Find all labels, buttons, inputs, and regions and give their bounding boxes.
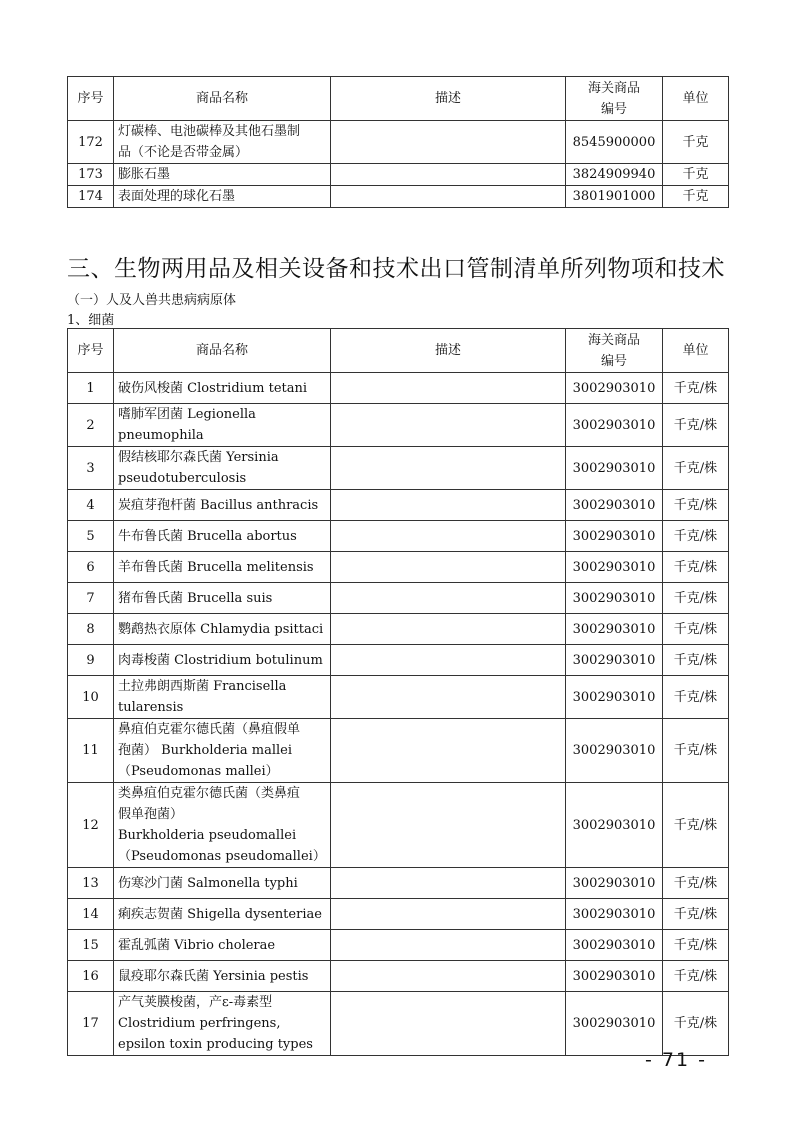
page-number: - 71 - <box>645 1049 707 1071</box>
name-line: Burkholderia pseudomallei <box>118 828 297 843</box>
table-body <box>68 373 729 1056</box>
name-line: 伤寒沙门菌 Salmonella typhi <box>118 875 298 891</box>
name-line: 灯碳棒、电池碳棒及其他石墨制 <box>118 124 301 139</box>
cell-name <box>114 521 331 552</box>
cell-no: 15 <box>68 930 114 961</box>
cell-code: 3002903010 <box>566 899 663 930</box>
cell-code: 3002903010 <box>566 614 663 645</box>
goods-table-bacteria <box>67 328 729 1056</box>
cell-name <box>114 490 331 521</box>
name-line: 肉毒梭菌 Clostridium botulinum <box>118 652 323 668</box>
cell-desc <box>331 719 566 783</box>
cell-code: 3002903010 <box>566 719 663 783</box>
name-line: 羊布鲁氏菌 Brucella melitensis <box>118 559 314 575</box>
cell-name <box>114 783 331 868</box>
cell-no: 6 <box>68 552 114 583</box>
cell-unit: 千克/株 <box>663 645 729 676</box>
cell-desc <box>331 186 566 208</box>
cell-unit: 千克/株 <box>663 583 729 614</box>
cell-desc <box>331 899 566 930</box>
cell-desc <box>331 583 566 614</box>
cell-name <box>114 930 331 961</box>
cell-code: 3002903010 <box>566 490 663 521</box>
table-row <box>68 645 729 676</box>
cell-desc <box>331 121 566 164</box>
cell-name <box>114 164 331 186</box>
cell-no: 2 <box>68 404 114 447</box>
cell-name <box>114 961 331 992</box>
cell-no: 10 <box>68 676 114 719</box>
cell-unit: 千克/株 <box>663 961 729 992</box>
table-row <box>68 583 729 614</box>
name-line: 孢菌） Burkholderia mallei <box>118 743 293 758</box>
cell-name <box>114 676 331 719</box>
header-desc: 描述 <box>331 329 566 373</box>
cell-name <box>114 645 331 676</box>
subsection-title: 1、细菌 <box>67 313 115 328</box>
table-row <box>68 521 729 552</box>
table-row <box>68 676 729 719</box>
table-row <box>68 899 729 930</box>
cell-code: 3002903010 <box>566 373 663 404</box>
cell-unit: 千克/株 <box>663 447 729 490</box>
cell-code: 3002903010 <box>566 404 663 447</box>
cell-unit: 千克/株 <box>663 783 729 868</box>
name-line: 假单孢菌） <box>118 807 184 822</box>
cell-desc <box>331 645 566 676</box>
cell-unit: 千克/株 <box>663 404 729 447</box>
name-line: 土拉弗朗西斯菌 Francisella <box>118 679 287 694</box>
name-line: 表面处理的球化石墨 <box>118 189 236 204</box>
cell-desc <box>331 164 566 186</box>
cell-name <box>114 583 331 614</box>
cell-code: 3002903010 <box>566 447 663 490</box>
cell-unit: 千克 <box>663 186 729 208</box>
cell-no: 13 <box>68 868 114 899</box>
table-row <box>68 164 729 186</box>
header-code: 海关商品 编号 <box>566 77 663 121</box>
cell-code: 8545900000 <box>566 121 663 164</box>
table-header-row <box>68 329 729 373</box>
name-line: Clostridium perfringens, <box>118 1016 281 1031</box>
cell-unit: 千克/株 <box>663 992 729 1056</box>
name-line: 牛布鲁氏菌 Brucella abortus <box>118 528 297 544</box>
name-line: 品（不论是否带金属） <box>118 145 249 160</box>
cell-desc <box>331 373 566 404</box>
table-header-row <box>68 77 729 121</box>
name-line: 霍乱弧菌 Vibrio cholerae <box>118 937 276 953</box>
name-line: 猪布鲁氏菌 Brucella suis <box>118 590 273 606</box>
name-line: 痢疾志贺菌 Shigella dysenteriae <box>118 906 322 922</box>
cell-no: 7 <box>68 583 114 614</box>
cell-desc <box>331 992 566 1056</box>
cell-no: 5 <box>68 521 114 552</box>
cell-no: 9 <box>68 645 114 676</box>
name-line: 鼻疽伯克霍尔德氏菌（鼻疽假单 <box>118 722 301 737</box>
cell-desc <box>331 930 566 961</box>
cell-unit: 千克/株 <box>663 676 729 719</box>
cell-desc <box>331 490 566 521</box>
name-line: 假结核耶尔森氏菌 Yersinia <box>118 450 279 465</box>
cell-no: 1 <box>68 373 114 404</box>
table-row <box>68 930 729 961</box>
cell-code: 3002903010 <box>566 992 663 1056</box>
table-row <box>68 373 729 404</box>
cell-code: 3002903010 <box>566 930 663 961</box>
table-row <box>68 186 729 208</box>
cell-no: 14 <box>68 899 114 930</box>
cell-unit: 千克/株 <box>663 614 729 645</box>
name-line: 类鼻疽伯克霍尔德氏菌（类鼻疽 <box>118 786 301 801</box>
table-body <box>68 121 729 208</box>
header-no: 序号 <box>68 77 114 121</box>
cell-unit: 千克 <box>663 121 729 164</box>
cell-name <box>114 868 331 899</box>
cell-unit: 千克/株 <box>663 719 729 783</box>
cell-code: 3002903010 <box>566 676 663 719</box>
cell-unit: 千克/株 <box>663 521 729 552</box>
section-title: 三、生物两用品及相关设备和技术出口管制清单所列物项和技术 <box>67 256 725 282</box>
cell-desc <box>331 447 566 490</box>
header-code: 海关商品 编号 <box>566 329 663 373</box>
cell-no: 17 <box>68 992 114 1056</box>
cell-name <box>114 373 331 404</box>
table-row <box>68 614 729 645</box>
name-line: 破伤风梭菌 Clostridium tetani <box>118 380 308 396</box>
name-line: 产气荚膜梭菌，产ε-毒素型 <box>118 995 273 1010</box>
cell-name <box>114 719 331 783</box>
cell-desc <box>331 614 566 645</box>
name-line: 嗜肺军团菌 Legionella pneumophila <box>118 407 256 443</box>
name-line: 鹦鹉热衣原体 Chlamydia psittaci <box>118 621 324 637</box>
cell-unit: 千克/株 <box>663 930 729 961</box>
cell-no: 4 <box>68 490 114 521</box>
table-row <box>68 121 729 164</box>
cell-code: 3002903010 <box>566 868 663 899</box>
cell-code: 3002903010 <box>566 783 663 868</box>
name-line: pseudotuberculosis <box>118 471 247 486</box>
cell-code: 3002903010 <box>566 961 663 992</box>
name-line: 鼠疫耶尔森氏菌 Yersinia pestis <box>118 968 309 984</box>
cell-desc <box>331 552 566 583</box>
cell-name <box>114 186 331 208</box>
table-row <box>68 992 729 1056</box>
section-subtitle: （一）人及人兽共患病病原体 <box>67 293 237 308</box>
cell-desc <box>331 868 566 899</box>
cell-name <box>114 552 331 583</box>
cell-desc <box>331 404 566 447</box>
table-row <box>68 552 729 583</box>
cell-no: 3 <box>68 447 114 490</box>
name-line: tularensis <box>118 700 184 715</box>
cell-no: 173 <box>68 164 114 186</box>
table-row <box>68 404 729 447</box>
cell-desc <box>331 521 566 552</box>
name-line: epsilon toxin producing types <box>118 1037 313 1052</box>
cell-name <box>114 447 331 490</box>
header-name: 商品名称 <box>114 77 331 121</box>
cell-code: 3002903010 <box>566 645 663 676</box>
cell-desc <box>331 676 566 719</box>
header-unit: 单位 <box>663 77 729 121</box>
cell-name <box>114 899 331 930</box>
name-line: 膨胀石墨 <box>118 167 171 182</box>
cell-name <box>114 614 331 645</box>
goods-table-graphite <box>67 76 729 208</box>
cell-code: 3801901000 <box>566 186 663 208</box>
header-no: 序号 <box>68 329 114 373</box>
cell-no: 8 <box>68 614 114 645</box>
table-row <box>68 490 729 521</box>
cell-desc <box>331 961 566 992</box>
cell-unit: 千克/株 <box>663 490 729 521</box>
cell-desc <box>331 783 566 868</box>
cell-code: 3824909940 <box>566 164 663 186</box>
table-row <box>68 447 729 490</box>
cell-unit: 千克/株 <box>663 868 729 899</box>
cell-name <box>114 121 331 164</box>
name-line: （Pseudomonas pseudomallei） <box>118 849 326 864</box>
header-desc: 描述 <box>331 77 566 121</box>
cell-no: 172 <box>68 121 114 164</box>
cell-unit: 千克/株 <box>663 373 729 404</box>
header-name: 商品名称 <box>114 329 331 373</box>
table-row <box>68 719 729 783</box>
cell-code: 3002903010 <box>566 521 663 552</box>
cell-name <box>114 992 331 1056</box>
cell-no: 11 <box>68 719 114 783</box>
cell-unit: 千克/株 <box>663 899 729 930</box>
table-row <box>68 868 729 899</box>
table-row <box>68 961 729 992</box>
cell-no: 12 <box>68 783 114 868</box>
cell-code: 3002903010 <box>566 552 663 583</box>
cell-unit: 千克/株 <box>663 552 729 583</box>
name-line: 炭疽芽孢杆菌 Bacillus anthracis <box>118 497 319 513</box>
table-row <box>68 783 729 868</box>
cell-no: 16 <box>68 961 114 992</box>
name-line: （Pseudomonas mallei） <box>118 764 279 779</box>
cell-name <box>114 404 331 447</box>
header-unit: 单位 <box>663 329 729 373</box>
cell-code: 3002903010 <box>566 583 663 614</box>
cell-no: 174 <box>68 186 114 208</box>
cell-unit: 千克 <box>663 164 729 186</box>
